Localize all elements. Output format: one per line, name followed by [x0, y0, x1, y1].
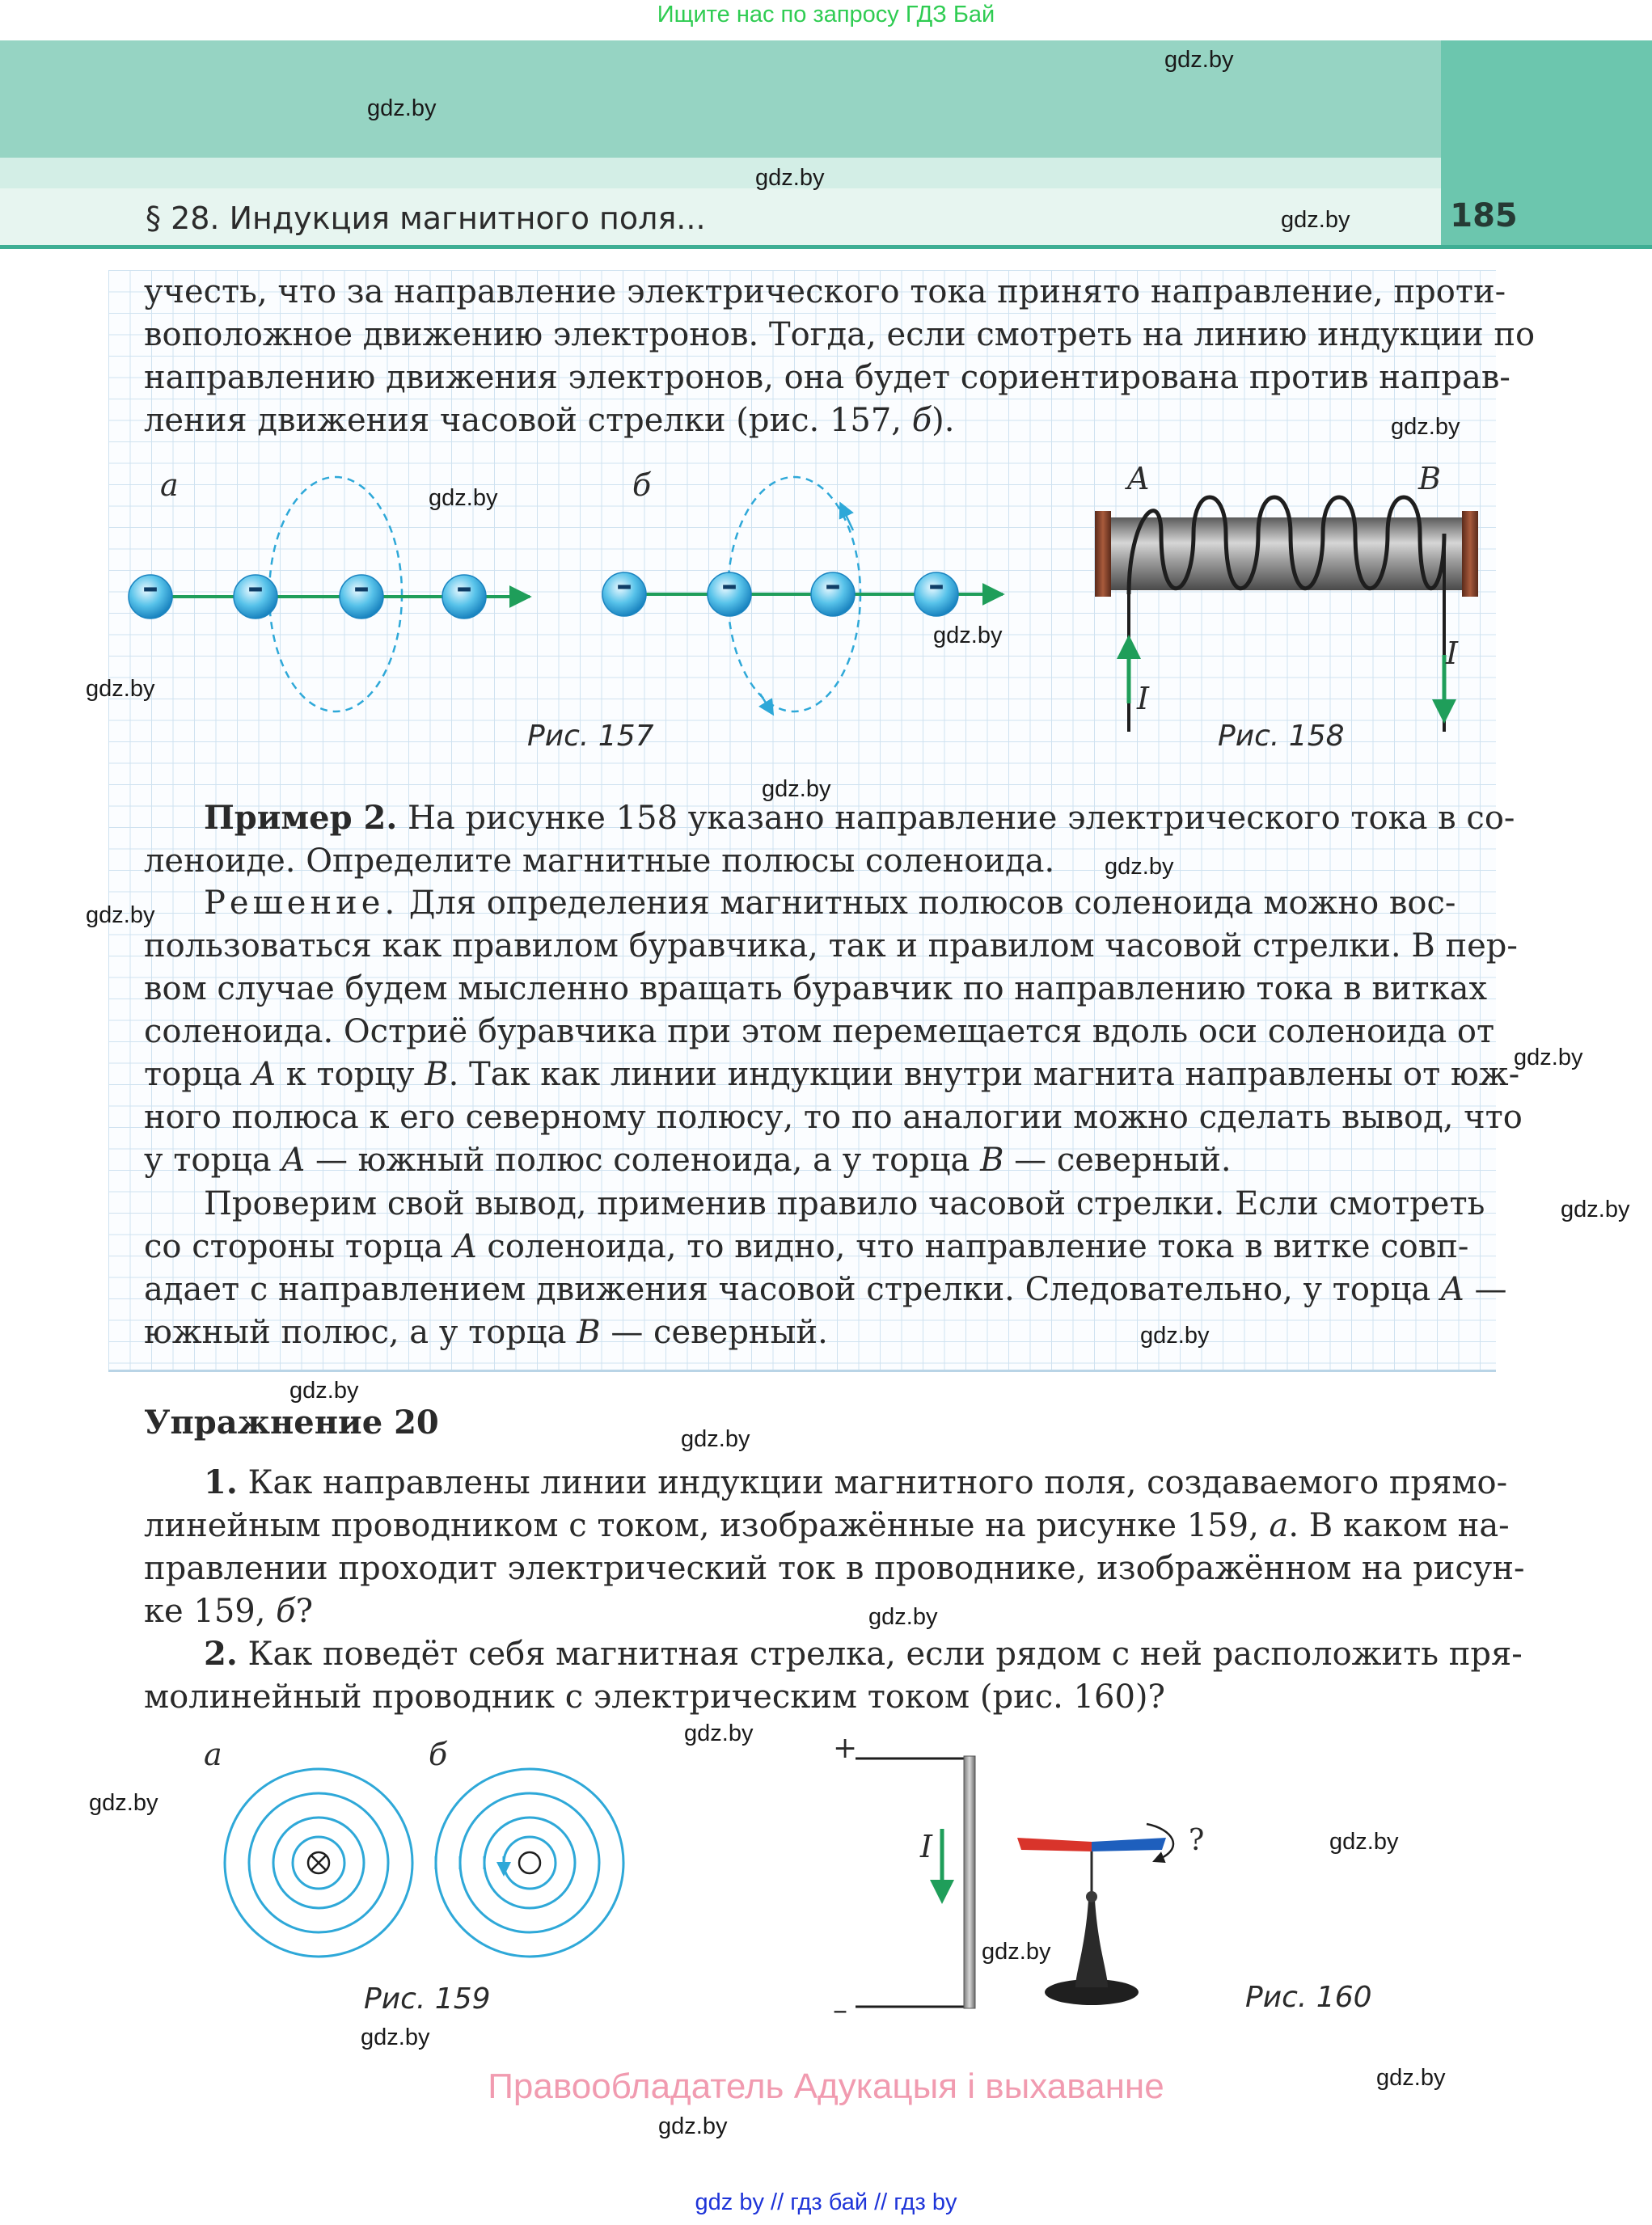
text-line: молинейный проводник с электрическим током (рис. 160)? [144, 1678, 1165, 1716]
electron-sign: – [825, 567, 841, 604]
electron-sign: – [142, 569, 158, 606]
electron-sign: – [721, 567, 737, 604]
straight-conductor [964, 1756, 975, 2008]
fig160-current-label: I [920, 1829, 933, 1864]
plus-terminal: + [833, 1732, 858, 1765]
watermark: gdz.by [658, 2113, 728, 2139]
page-number: 185 [1450, 197, 1518, 234]
electron-sign: – [928, 567, 944, 604]
text-line: южный полюс, а у торца B — северный. [144, 1314, 828, 1351]
text-line: Решение. Для определения магнитных полюсов соленоида можно вос- [204, 885, 1456, 922]
fig158-current-label: I [1137, 681, 1150, 716]
text-line: линейным проводником с током, изображённые на рисунке 159, а. В каком на- [144, 1507, 1510, 1544]
watermark: gdz.by [86, 902, 155, 928]
text-line: Пример 2. На рисунке 158 указано направление электрического тока в со- [204, 799, 1515, 837]
electron-sign: – [353, 569, 370, 606]
question-mark: ? [1189, 1824, 1205, 1857]
fig158-label-a: A [1127, 461, 1150, 496]
fig158-current-label: I [1446, 635, 1459, 671]
text-line: адает с направлением движения часовой стрелки. Следовательно, у торца A — [144, 1271, 1507, 1308]
text-line: Проверим свой вывод, применив правило часовой стрелки. Если смотреть [204, 1185, 1485, 1222]
fig157-label-b: б [632, 467, 652, 503]
needle-blue-icon [1092, 1838, 1166, 1851]
watermark: gdz.by [1514, 1045, 1583, 1070]
watermark: gdz.by [1164, 47, 1234, 73]
text-line: вом случае будем мысленно вращать буравчик по направлению тока в витках [144, 970, 1488, 1007]
text-line: правлении проходит электрический ток в проводнике, изображённом на рисун- [144, 1550, 1525, 1587]
watermark: gdz.by [289, 1378, 359, 1404]
watermark: gdz.by [755, 165, 825, 191]
fig157-label-a: а [160, 467, 179, 503]
text-line: ления движения часовой стрелки (рис. 157, б). [144, 402, 955, 439]
text-line: со стороны торца A соленоида, то видно, что направление тока в витке совп- [144, 1228, 1469, 1265]
watermark: gdz.by [1281, 207, 1350, 233]
text-line: 1. Как направлены линии индукции магнитного поля, создаваемого прямо- [204, 1463, 1508, 1501]
watermark: gdz.by [429, 485, 498, 511]
text-line: торца A к торцу B. Так как линии индукции внутри магнита направлены от юж- [144, 1056, 1520, 1093]
minus-terminal: – [833, 1994, 847, 2027]
text-line: ного полюса к его северному полюсу, то по аналогии можно сделать вывод, что [144, 1099, 1523, 1136]
watermark: gdz.by [361, 2024, 430, 2050]
watermark: gdz.by [1105, 854, 1174, 880]
text-line: воположное движению электронов. Тогда, если смотреть на линию индукции по [144, 316, 1536, 353]
watermark: gdz.by [1391, 414, 1460, 440]
watermark: gdz.by [684, 1720, 754, 1746]
copyright-notice: Правообладатель Адукацыя і выхаванне [488, 2067, 1164, 2106]
watermark: gdz.by [1376, 2065, 1446, 2091]
watermark: gdz.by [868, 1604, 938, 1630]
electron-sign: – [616, 567, 632, 604]
watermark: gdz.by [1561, 1197, 1630, 1222]
fig157-caption: Рис. 157 [527, 720, 654, 753]
fig158-label-b: B [1418, 461, 1441, 496]
fig159-label-a: а [204, 1737, 222, 1772]
section-title: § 28. Индукция магнитного поля... [146, 201, 706, 236]
text-line: учесть, что за направление электрического тока принято направление, проти- [144, 273, 1506, 310]
footer-links[interactable]: gdz by // гдз бай // гдз by [695, 2189, 957, 2215]
text-line: ке 159, б? [144, 1593, 314, 1630]
needle-red-icon [1017, 1838, 1092, 1851]
text-line: пользоваться как правилом буравчика, так и правилом часовой стрелки. В пер- [144, 927, 1518, 965]
electron-sign: – [456, 569, 472, 606]
fig159-label-b: б [429, 1737, 448, 1772]
watermark: gdz.by [1140, 1323, 1210, 1349]
watermark: gdz.by [367, 95, 437, 121]
text-line: леноиде. Определите магнитные полюсы соленоида. [144, 842, 1055, 880]
fig160-caption: Рис. 160 [1245, 1981, 1372, 2014]
watermark: gdz.by [982, 1939, 1051, 1965]
watermark: gdz.by [89, 1790, 158, 1816]
electron-sign: – [247, 569, 264, 606]
watermark: gdz.by [762, 776, 831, 802]
watermark: gdz.by [933, 623, 1003, 648]
top-note[interactable]: Ищите нас по запросу ГДЗ Бай [657, 2, 995, 27]
text-line: направлению движения электронов, она будет сориентирована против направ- [144, 359, 1510, 396]
text-line: соленоида. Остриё буравчика при этом перемещается вдоль оси соленоида от [144, 1013, 1495, 1050]
watermark: gdz.by [1329, 1829, 1399, 1855]
watermark: gdz.by [86, 676, 155, 702]
exercise-title: Упражнение 20 [144, 1404, 439, 1442]
fig159-caption: Рис. 159 [364, 1982, 491, 2016]
text-line: 2. Как поведёт себя магнитная стрелка, если рядом с ней расположить пря- [204, 1635, 1523, 1673]
fig158-caption: Рис. 158 [1218, 720, 1345, 753]
text-line: у торца A — южный полюс соленоида, а у торца B — северный. [144, 1142, 1232, 1179]
watermark: gdz.by [681, 1426, 750, 1452]
